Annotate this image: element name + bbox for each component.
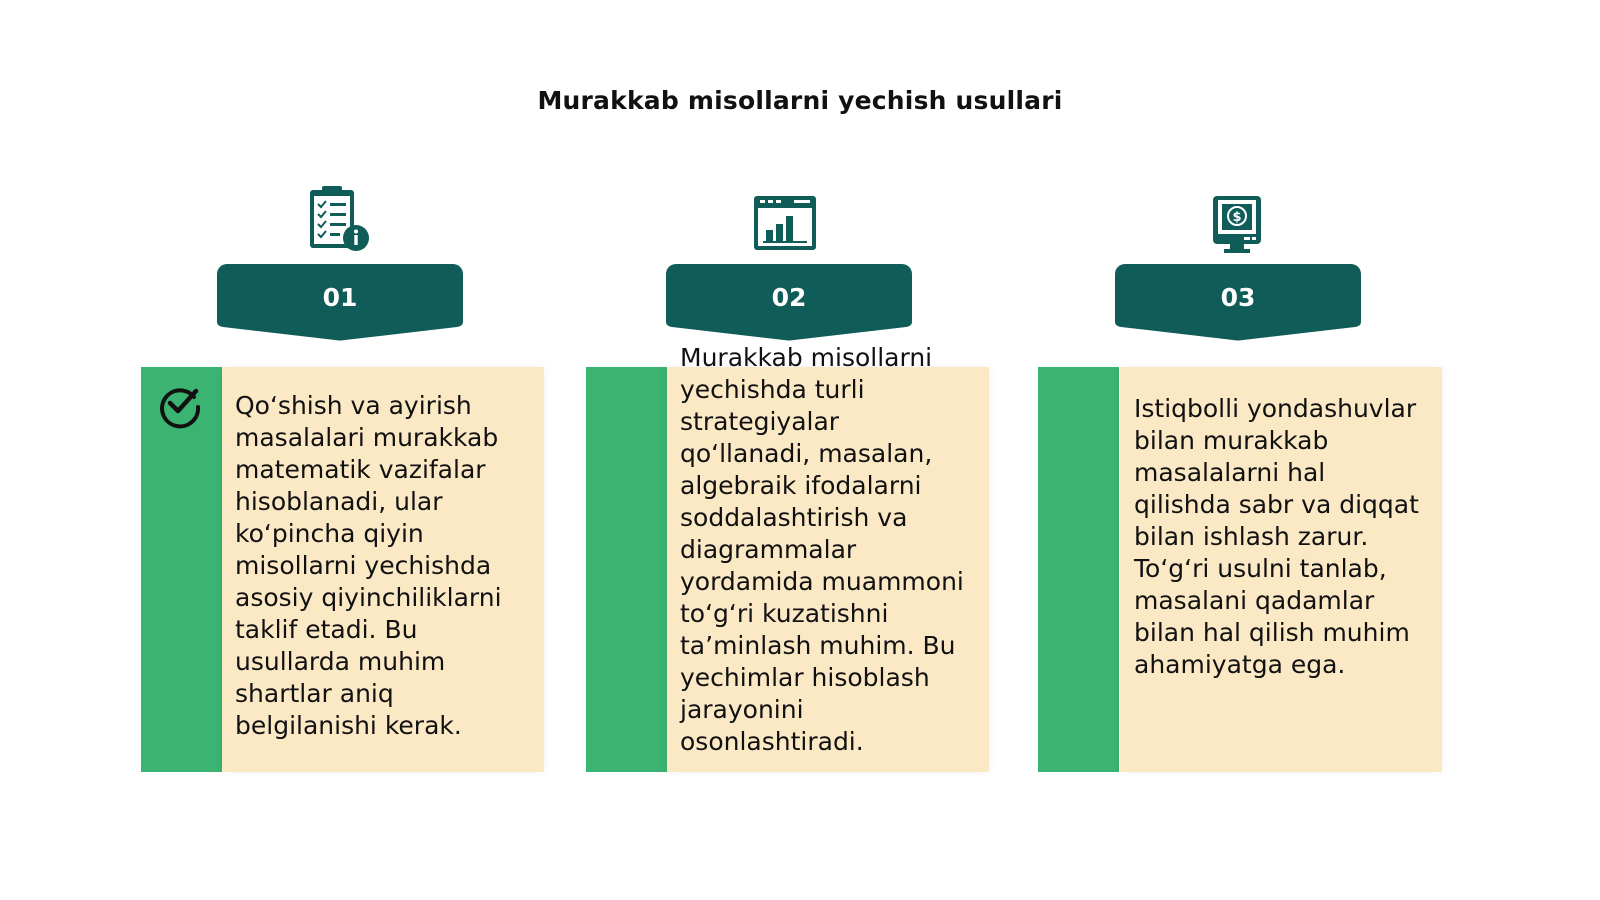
- step-badge-2: [666, 264, 912, 342]
- step-number: 01: [322, 283, 358, 312]
- step-number: 02: [771, 283, 807, 312]
- card-text: Istiqbolli yondashuvlar bilan murakkab masalalarni hal qilishda sabr va diqqat bilan ishlash zarur. To‘g‘ri usulni tanlab, masalani qadamlar bilan hal qilish muhim ahamiyatga ega.: [1134, 394, 1419, 679]
- bar-chart-window-icon: [752, 192, 822, 262]
- accent-bar: [586, 367, 667, 772]
- card-text: Qo‘shish va ayirish masalalari murakkab matematik vazifalar hisoblanadi, ular ko‘pincha qiyin misollarni yechishda asosiy qiyinchiliklarni taklif etadi. Bu usullarda muhim shartlar aniq belgilanishi kerak.: [235, 391, 502, 740]
- dollar-monitor-icon: [1210, 190, 1280, 260]
- card-text: Murakkab misollarni yechishda turli strategiyalar qo‘llanadi, masalan, algebraik ifodalarni soddalashtirish va diagrammalar yordamida muammoni to‘g‘ri kuzatishni ta’minlash muhim. Bu yechimlar hisoblash jarayonini osonlashtiradi.: [680, 343, 964, 756]
- step-number: 03: [1220, 283, 1256, 312]
- page-title: Murakkab misollarni yechish usullari: [537, 86, 1063, 115]
- svg-text:$: $: [1232, 210, 1242, 225]
- accent-bar: [1038, 367, 1119, 772]
- step-badge-3: [1115, 264, 1361, 342]
